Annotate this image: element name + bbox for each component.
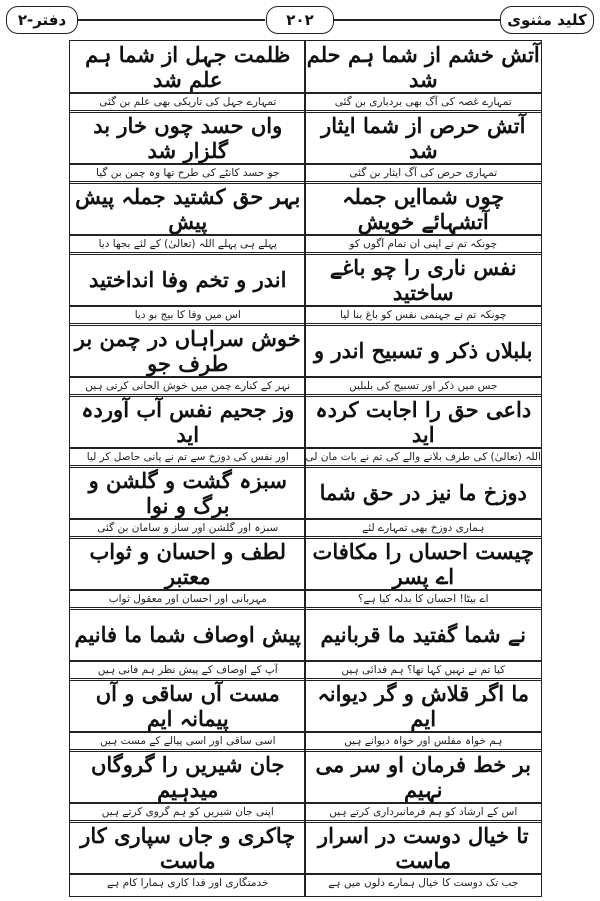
- left-translation: تمہارے جہل کی تاریکی بھی علم بن گئی: [99, 96, 277, 108]
- translation-row: [70, 590, 541, 608]
- left-verse: اندر و تخم وفا انداختید: [89, 267, 287, 292]
- right-verse: داعی حق را اجابت کردہ اید: [315, 396, 532, 447]
- verse-row: [70, 396, 541, 447]
- right-translation: کیا تم نے نہیں کہا تھا؟ ہم فدائی ہیں: [341, 664, 506, 676]
- left-verse: خوش سراہاں در چمن بر طرف جو: [74, 325, 301, 376]
- verse-row: [70, 609, 541, 660]
- right-verse: دوزخ ما نیز در حق شما: [319, 480, 527, 505]
- translation-row: [70, 235, 541, 253]
- translation-row: [70, 803, 541, 821]
- verse-row: [70, 822, 541, 873]
- right-translation: جب تک دوست کا خیال ہمارے دلوں میں ہے: [328, 877, 519, 889]
- verse-row: [70, 467, 541, 518]
- verse-row: [70, 41, 541, 92]
- left-translation: مہربانی اور احسان اور معقول ثواب: [108, 593, 267, 605]
- left-translation: آپ کے اوصاف کے پیش نظر ہم فانی ہیں: [97, 664, 278, 676]
- right-translation: چونکہ تم نے جہنمی نفس کو باغ بنا لیا: [340, 309, 507, 321]
- right-translation: ہماری دوزخ بھی تمہارے لئے: [362, 522, 485, 534]
- left-verse: پیش اوصاف شما ما فانیم: [74, 622, 302, 647]
- translation-row: [70, 306, 541, 324]
- translation-row: [70, 732, 541, 750]
- header-rule-left: [77, 19, 265, 21]
- left-verse: وز جحیم نفس آب آوردہ اید: [81, 396, 295, 447]
- translation-row: [70, 93, 541, 111]
- translation-row: [70, 519, 541, 537]
- left-translation: اس میں وفا کا بیج بو دیا: [134, 309, 241, 321]
- right-translation: تمہارے غصہ کی آگ بھی بردباری بن گئی: [334, 96, 512, 108]
- verse-row: [70, 112, 541, 163]
- right-verse: چیست احساں را مکافات اے پسر: [312, 538, 534, 589]
- translation-row: [70, 448, 541, 466]
- translation-row: [70, 874, 541, 892]
- right-translation: ہم خواہ مفلس اور خواہ دیوانے ہیں: [344, 735, 503, 747]
- left-translation: جو حسد کانٹے کی طرح تھا وہ چمن بن گیا: [96, 167, 280, 179]
- right-translation: چونکہ تم نے اپنی ان تمام آگوں کو: [349, 238, 498, 250]
- verse-row: [70, 325, 541, 376]
- left-verse: جان شیریں را گروگاں میدہیم: [90, 751, 285, 802]
- right-translation: جس میں ذکر اور تسبیح کی بلبلیں: [348, 380, 498, 392]
- right-translation: اے بیٹا! احسان کا بدلہ کیا ہے؟: [357, 593, 489, 605]
- verse-table: [69, 40, 542, 897]
- translation-row: [70, 164, 541, 182]
- book-title: کلید مثنوی: [500, 6, 594, 34]
- right-verse: بر خط فرمان او سر می نہیم: [315, 751, 531, 802]
- left-verse: سبزہ گشت و گلشن و برگ و نوا: [88, 467, 287, 518]
- right-verse: بلبلاں ذکر و تسبیح اندر و: [314, 338, 533, 363]
- left-verse: چاکری و جاں سپاری کار ماست: [80, 822, 296, 873]
- left-verse: لطف و احسان و ثواب معتبر: [89, 538, 287, 589]
- right-verse: آتش خشم از شما ہم حلم شد: [306, 41, 540, 92]
- right-translation: اللہ (تعالیٰ) کی طرف بلانے والے کی تم نے بات مان لی: [305, 451, 541, 463]
- right-verse: چوں شماایں جملہ آتشہائے خویش: [342, 183, 505, 234]
- left-verse: واں حسد چوں خار بد گلزار شد: [93, 112, 283, 163]
- left-translation: اسی ساقی اور اسی پیالے کے مست ہیں: [99, 735, 276, 747]
- left-translation: سبزہ اور گلشن اور ساز و سامان بن گئی: [97, 522, 279, 534]
- translation-row: [70, 377, 541, 395]
- verse-row: [70, 538, 541, 589]
- left-translation: اور نفس کی دوزخ سے تم نے پانی حاصل کر لیا: [86, 451, 289, 463]
- verse-row: [70, 751, 541, 802]
- page-number: ۲۰۲: [266, 6, 334, 34]
- left-verse: بہر حق کشتید جملہ پیش پیش: [75, 183, 301, 234]
- left-translation: اپنی جان شیریں کو ہم گروی کرتے ہیں: [101, 806, 274, 818]
- right-translation: اس کے ارشاد کو ہم فرمانبرداری کرتے ہیں: [329, 806, 518, 818]
- right-translation: تمہاری حرص کی آگ ایثار بن گئی: [349, 167, 498, 179]
- page-header: [0, 0, 600, 40]
- left-translation: پہلے ہی پہلے اللہ (تعالیٰ) کے لئے بجھا دیا: [98, 238, 277, 250]
- right-verse: ما اگر قلاش و گر دیوانہ ایم: [317, 680, 530, 731]
- right-verse: آتش حرص از شما ایثار شد: [321, 112, 526, 163]
- verse-row: [70, 254, 541, 305]
- volume-label: دفتر-۲: [6, 6, 78, 34]
- verse-row: [70, 183, 541, 234]
- right-verse: تا خیال دوست در اسرار ماست: [317, 822, 529, 873]
- left-verse: ظلمت جہل از شما ہم علم شد: [85, 41, 291, 92]
- left-translation: نہر کے کنارے چمن میں خوش الحانی کرتی ہیں: [85, 380, 291, 392]
- translation-row: [70, 661, 541, 679]
- right-verse: نفس ناری را چو باغے ساختید: [329, 254, 517, 305]
- right-verse: نے شما گفتید ما قربانیم: [320, 622, 527, 647]
- left-verse: مست آں ساقی و آں پیمانہ ایم: [95, 680, 280, 731]
- left-translation: خدمتگاری اور فدا کاری ہمارا کام ہے: [107, 877, 269, 889]
- verse-row: [70, 680, 541, 731]
- header-rule-right: [333, 19, 501, 21]
